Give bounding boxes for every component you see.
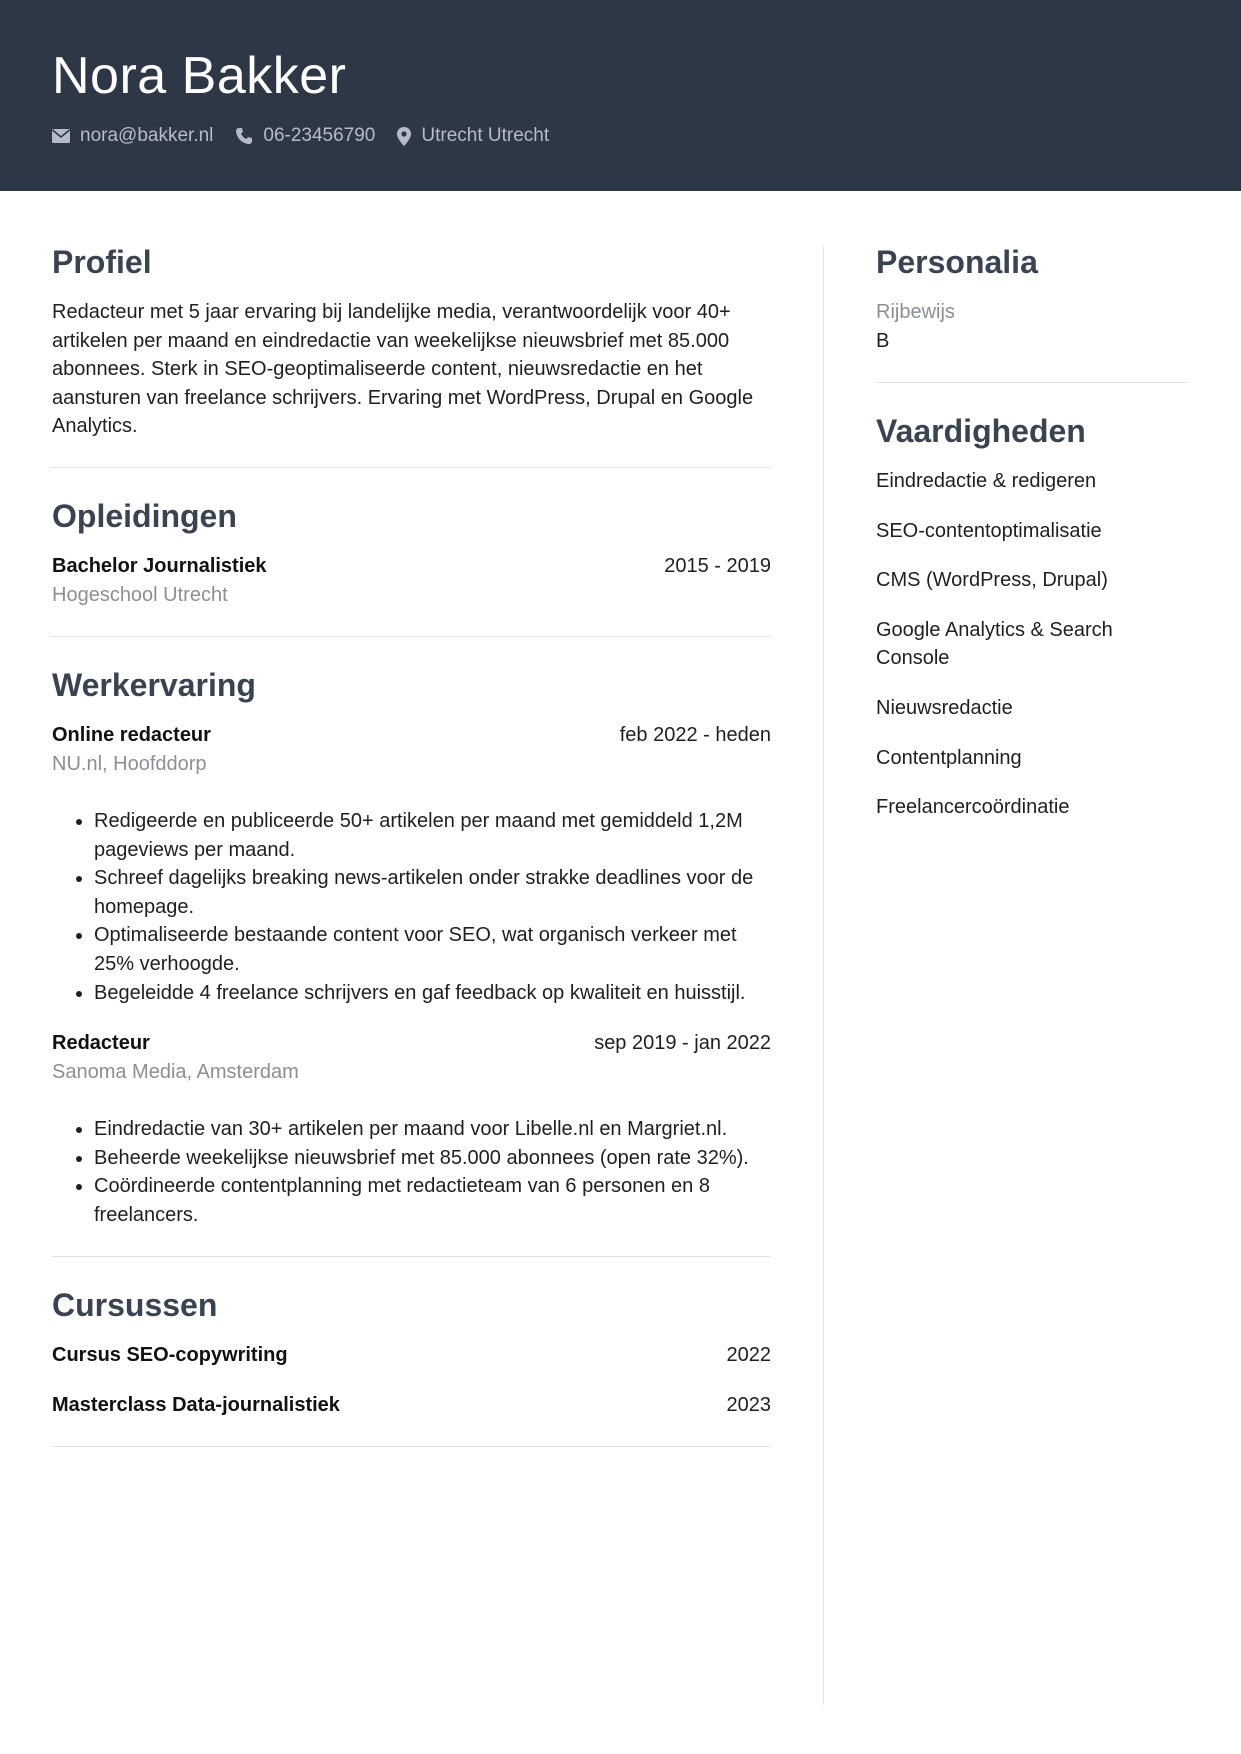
experience-section (52, 663, 771, 1230)
skill-item: CMS (WordPress, Drupal) (876, 569, 1108, 592)
skill-item: Freelancercoördinatie (876, 796, 1070, 819)
section-title-experience: Werkervaring (52, 666, 256, 703)
education-dates: 2015 - 2019 (664, 554, 771, 577)
section-divider (52, 1256, 771, 1257)
course-year: 2022 (726, 1343, 771, 1366)
job-title: Online redacteur (52, 723, 211, 746)
skill-item: Nieuwsredactie (876, 696, 1013, 719)
resume-header (0, 0, 1241, 191)
list-item: • Schreef dagelijks breaking news-artikelen onder strakke deadlines voor de homepage. (94, 864, 771, 921)
job-dates: feb 2022 - heden (619, 723, 771, 746)
contact-email[interactable] (52, 125, 213, 147)
skill-item: Eindredactie & redigeren (876, 470, 1097, 492)
envelope-icon (52, 129, 70, 143)
course-entry (52, 1391, 771, 1420)
list-item: • Redigeerde en publiceerde 50+ artikelen per maand met gemiddeld 1,2M pageviews per maand. (94, 807, 771, 864)
section-divider (52, 636, 771, 637)
map-pin-icon (397, 127, 411, 146)
job-title: Redacteur (52, 1032, 150, 1055)
profile-section (52, 240, 771, 441)
skill-item: Contentplanning (876, 746, 1022, 769)
job-dates: sep 2019 - jan 2022 (594, 1032, 771, 1055)
location-text: Utrecht Utrecht (421, 125, 550, 146)
list-item: • Begeleidde 4 freelance schrijvers en gaf feedback op kwaliteit en huisstijl. (94, 979, 771, 1008)
section-divider (876, 382, 1188, 383)
job-entry (52, 1029, 771, 1229)
job-entry (52, 721, 771, 1007)
job-company: Sanoma Media, Amsterdam (52, 1061, 299, 1084)
column-divider (823, 245, 824, 1705)
course-entry (52, 1341, 771, 1370)
section-title-education: Opleidingen (52, 497, 237, 534)
contact-bar (52, 122, 549, 150)
school-name: Hogeschool Utrecht (52, 583, 228, 606)
list-item: • Optimaliseerde bestaande content voor SEO, wat organisch verkeer met 25% verhoogde. (94, 921, 771, 978)
job-company: NU.nl, Hoofddorp (52, 752, 207, 775)
education-section (52, 494, 771, 610)
section-title-courses: Cursussen (52, 1286, 218, 1323)
degree-title: Bachelor Journalistiek (52, 554, 267, 577)
candidate-name: Nora Bakker (52, 47, 347, 105)
section-divider (52, 1446, 771, 1447)
email-text: nora@bakker.nl (80, 125, 214, 146)
list-item: • Eindredactie van 30+ artikelen per maand voor Libelle.nl en Margriet.nl. (94, 1115, 771, 1144)
education-entry (52, 552, 771, 610)
contact-phone[interactable] (235, 125, 375, 147)
license-value: B (876, 330, 890, 352)
list-item: • Coördineerde contentplanning met redactieteam van 6 personen en 8 freelancers. (94, 1172, 771, 1229)
job-bullets (52, 1115, 771, 1229)
section-title-profile: Profiel (52, 244, 152, 280)
skills-section (876, 409, 1188, 822)
course-year: 2023 (726, 1393, 771, 1416)
contact-location (397, 125, 549, 147)
course-name: Masterclass Data-journalistiek (52, 1393, 340, 1416)
phone-icon (235, 127, 253, 145)
license-label: Rijbewijs (876, 301, 955, 323)
courses-section (52, 1283, 771, 1420)
side-column (876, 240, 1188, 822)
section-title-personal: Personalia (876, 244, 1038, 280)
section-divider (52, 467, 771, 468)
skill-item: Google Analytics & Search Console (876, 618, 1113, 670)
section-title-skills: Vaardigheden (876, 413, 1086, 449)
skill-item: SEO-contentoptimalisatie (876, 519, 1102, 542)
list-item: • Beheerde weekelijkse nieuwsbrief met 85.000 abonnees (open rate 32%). (94, 1144, 771, 1173)
main-column (52, 240, 771, 1473)
profile-text: Redacteur met 5 jaar ervaring bij landelijke media, verantwoordelijk voor 40+ artikelen per maand en eindredactie van weekelijkse nieuwsbrief met 85.000 abonnees. Sterk in SEO-geoptimaliseerde content, nieuwsredactie en het aansturen van freelance schrijvers. Ervaring met WordPress, Drupal en Google Analytics. (52, 301, 754, 438)
phone-text: 06-23456790 (263, 125, 376, 146)
job-bullets (52, 807, 771, 1007)
personal-section (876, 240, 1188, 356)
course-name: Cursus SEO-copywriting (52, 1343, 288, 1366)
